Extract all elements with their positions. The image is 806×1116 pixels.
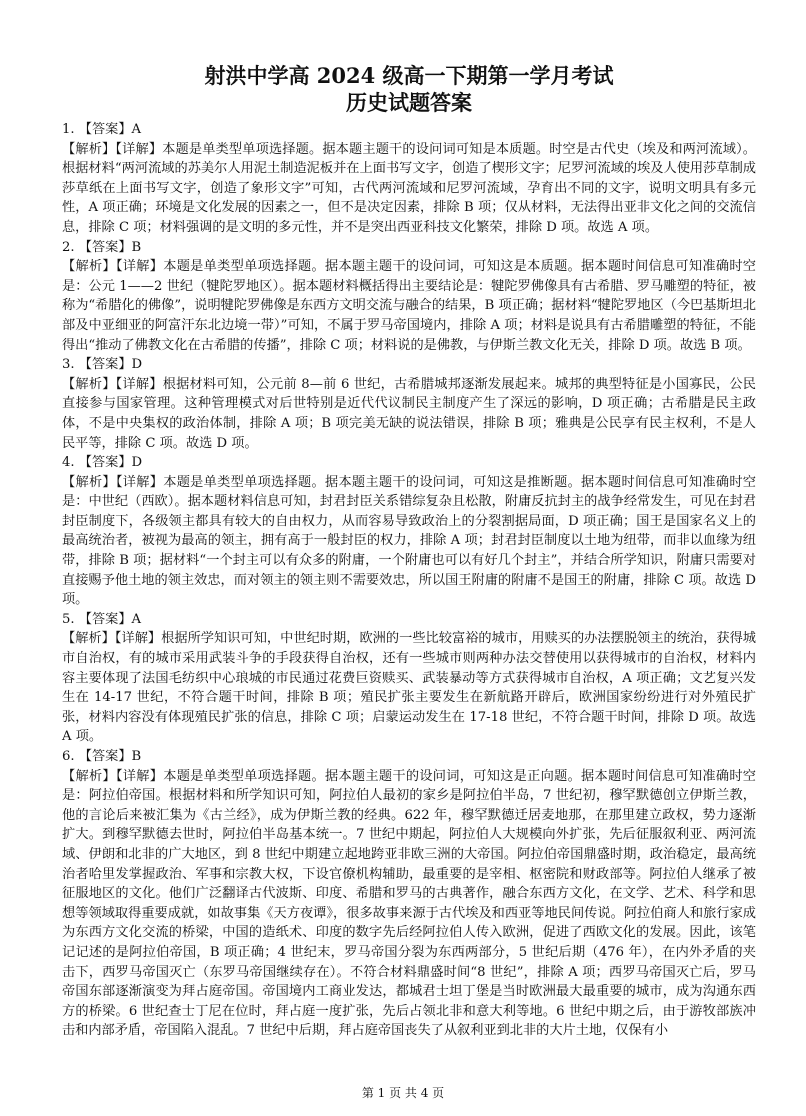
answer-analysis: 【解析】【详解】本题是单类型单项选择题。据本题主题干的设问词可知是本质题。时空是古代史（埃及和两河流域）。根据材料“两河流域的苏美尔人用泥土制造泥板并在上面书写文字，创造了楔形文字；尼罗河流域的埃及人使用莎草制成莎草纸在上面书写文字，创造了象形文字”可知，古代两河流域和尼罗河流域，孕育出不同的文字，说明文明具有多元性，A 项正确；环境是文化发展的因素之一，但不是决定因素，排除 B 项；仅从材料，无法得出亚非文化之间的交流信息，排除 C 项；材料强调的是文明的多元性，并不是突出西亚科技文化繁荣，排除 D 项。故选 A 项。: [62, 141, 756, 235]
answer-analysis: 【解析】【详解】本题是单类型单项选择题。据本题主题干的设问词，可知这是推断题。据本题时间信息可知准确时空是：中世纪（西欧）。据本题材料信息可知，封君封臣关系错综复杂且松散，附庸反抗封主的战争经常发生，可见在封君封臣制度下，各级领主都具有较大的自由权力，从而容易导致政治上的分裂割据局面，D 项正确；国王是国家名义上的最高统治者，被视为最高的领主，拥有高于一般封臣的权力，排除 A 项；封君封臣制度以土地为纽带，而非以血缘为纽带，排除 B 项；据材料“一个封主可以有众多的附庸，一个附庸也可以有好几个封主”，并结合所学知识，附庸只需要对直接赐予他土地的领主效忠，而对领主的领主则不需要效忠，所以国王附庸的附庸不是国王的附庸，排除 C 项。故选 D 项。: [62, 474, 756, 608]
answer-analysis: 【解析】【详解】根据材料可知，公元前 8—前 6 世纪，古希腊城邦逐渐发展起来。城邦的典型特征是小国寡民，公民直接参与国家管理。这种管理模式对后世特别是近代代议制民主制度产生了深远的影响，D 项正确；古希腊是民主政体，不是中央集权的政治体制，排除 A 项；B 项完美无缺的说法错误，排除 B 项；雅典是公民享有民主权利，不是人民平等，排除 C 项。故选 D 项。: [62, 376, 756, 451]
answer-heading: 2. 【答案】B: [62, 239, 142, 255]
answer-heading: 5. 【答案】A: [62, 611, 142, 627]
answer-heading: 3. 【答案】D: [62, 357, 143, 373]
answer-item-5: [62, 610, 756, 747]
answer-analysis: 【解析】【详解】本题是单类型单项选择题。据本题主题干的设问词，可知这是本质题。据本题时间信息可知准确时空是：公元 1——2 世纪（犍陀罗地区）。据本题材料概括得出主要结论是：犍陀罗佛像具有古希腊、罗马雕塑的特征，被称为“希腊化的佛像”，说明犍陀罗佛像是东西方文明交流与融合的结果，B 项正确；据材料“犍陀罗地区（今巴基斯坦北部及中亚细亚的阿富汗东北边境一带）”可知，不属于罗马帝国境内，排除 A 项；材料是说具有古希腊雕塑的特征，不能得出“推动了佛教文化在古希腊的传播”，排除 C 项；材料说的是佛教，与伊斯兰教文化无关，排除 D 项。故选 B 项。: [62, 259, 756, 353]
answer-heading: 6. 【答案】B: [62, 749, 142, 764]
answer-item-6: [62, 747, 756, 1041]
answer-item-3: [62, 355, 756, 453]
answer-item-4: [62, 453, 756, 610]
answer-item-1: [62, 120, 756, 238]
answer-heading: 1. 【答案】A: [62, 122, 142, 137]
answer-analysis: 【解析】【详解】根据所学知识可知，中世纪时期，欧洲的一些比较富裕的城市，用赎买的办法摆脱领主的统治，获得城市自治权，有的城市采用武装斗争的手段获得自治权，还有一些城市则两种办法交替使用以获得城市的自治权，材料内容主要体现了法国毛纺织中心琅城的市民通过花费巨资赎买、武装暴动等方式获得城市自治权，A 项正确；文艺复兴发生在 14-17 世纪，不符合题干时间，排除 B 项；殖民扩张主要发生在新航路开辟后，欧洲国家纷纷进行对外殖民扩张，材料内容没有体现殖民扩张的信息，排除 C 项；启蒙运动发生在 17-18 世纪，不符合题干时间，排除 D 项。故选 A 项。: [62, 631, 756, 745]
answer-list: [62, 120, 756, 1041]
page-title-line2: 历史试题答案: [346, 90, 472, 115]
answer-item-2: [62, 238, 756, 356]
page-title-line1: 射洪中学高 2024 级高一下期第一学月考试: [204, 63, 614, 88]
page-footer: 第 1 页 共 4 页: [361, 1086, 445, 1100]
answer-heading: 4. 【答案】D: [62, 455, 143, 471]
answer-analysis: 【解析】【详解】本题是单类型单项选择题。据本题主题干的设问词，可知这是正向题。据本题时间信息可知准确时空是：阿拉伯帝国。根据材料和所学知识可知，阿拉伯人最初的家乡是阿拉伯半岛，7 世纪初，穆罕默德创立伊斯兰教，他的言论后来被汇集为《古兰经》，成为伊斯兰教的经典。622 年，穆罕默德迁居麦地那，在那里建立政权，势力逐渐扩大。到穆罕默德去世时，阿拉伯半岛基本统一。7 世纪中期起，阿拉伯人大规模向外扩张，先后征服叙利亚、两河流域、伊朗和北非的广大地区，到 8 世纪中期建立起地跨亚非欧三洲的大帝国。阿拉伯帝国鼎盛时期，政治稳定，最高统治者哈里发掌握政治、军事和宗教大权，下设官僚机构辅助，最重要的是宰相、枢密院和财政部等。阿拉伯人继承了被征服地区的文化。他们广泛翻译古代波斯、印度、希腊和罗马的古典著作，融合东西方文化，在文学、艺术、科学和思想等领域取得重要成就，如故事集《天方夜谭》，很多故事来源于古代埃及和西亚等地民间传说。阿拉伯商人和旅行家成为东西方文化交流的桥梁，中国的造纸术、印度的数字先后经阿拉伯人传入欧洲，促进了西欧文化的发展。因此，该笔记记述的是阿拉伯帝国，B 项正确；4 世纪末，罗马帝国分裂为东西两部分，5 世纪后期（476 年），在内外矛盾的夹击下，西罗马帝国灭亡（东罗马帝国继续存在）。不符合材料鼎盛时间“8 世纪”，排除 A 项；西罗马帝国灭亡后，罗马帝国东部逐渐演变为拜占庭帝国。帝国境内工商业发达，都城君士坦丁堡是当时欧洲最大最重要的城市，成为沟通东西方的桥梁。6 世纪查士丁尼在位时，拜占庭一度扩张，先后占领北非和意大利等地。6 世纪中期之后，由于游牧部族冲击和内部矛盾，帝国陷入混乱。7 世纪中后期，拜占庭帝国丧失了从叙利亚到北非的大片土地，仅保有小: [62, 768, 756, 1039]
